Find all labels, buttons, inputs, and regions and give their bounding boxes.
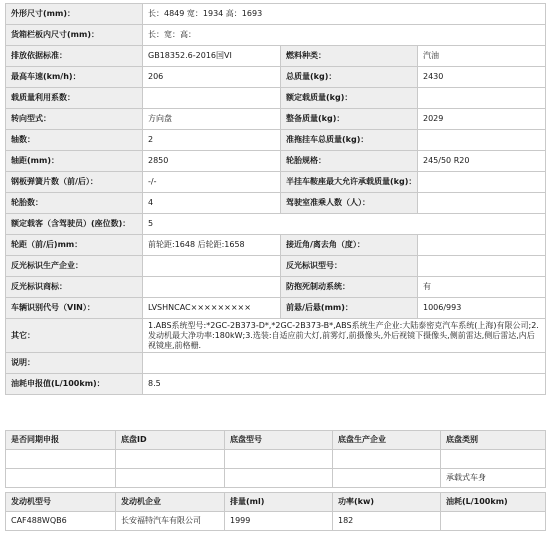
- spec-value: 2: [143, 130, 281, 151]
- engine-header-cell: 排量(ml): [225, 493, 333, 512]
- chassis-cell: [333, 469, 441, 488]
- chassis-table: [5, 430, 546, 488]
- spec-value: 长：4849 宽：1934 高：1693: [143, 4, 546, 25]
- chassis-header-cell: 底盘类别: [441, 431, 546, 450]
- spec-label: 载质量利用系数：: [6, 88, 143, 109]
- spec-value: 1.ABS系统型号:*2GC-2B373-D*,*2GC-2B373-B*,ABS系统生产企业:大陆泰密克汽车系统(上海)有限公司;2.发动机最大净功率:180kW;3.选装:自适应前大灯,前雾灯,前摄像头,外后视镜下摄像头,侧前雷达,侧后雷达,内后视镜座,前格栅.: [143, 319, 546, 353]
- spec-label: 轮胎规格：: [281, 151, 418, 172]
- spec-row: [6, 151, 546, 172]
- spec-row: [6, 109, 546, 130]
- engine-cell: 1999: [225, 512, 333, 531]
- spec-label: 货箱栏板内尺寸(mm)：: [6, 25, 143, 46]
- spec-row: [6, 319, 546, 353]
- spec-label: 轴距(mm)：: [6, 151, 143, 172]
- spec-value: 1006/993: [418, 298, 546, 319]
- spec-row: [6, 277, 546, 298]
- spec-value: 2430: [418, 67, 546, 88]
- spec-row: [6, 4, 546, 25]
- spec-row: [6, 214, 546, 235]
- spec-label: 接近角/离去角（度）：: [281, 235, 418, 256]
- spec-label: 额定载客（含驾驶员）(座位数)：: [6, 214, 143, 235]
- chassis-header-cell: 底盘型号: [225, 431, 333, 450]
- spec-row: [6, 374, 546, 395]
- spec-value: [418, 256, 546, 277]
- engine-row: [6, 512, 546, 531]
- spec-label: 半挂车鞍座最大允许承载质量(kg)：: [281, 172, 418, 193]
- spec-label: 转向型式：: [6, 109, 143, 130]
- spec-label: 总质量(kg)：: [281, 67, 418, 88]
- spec-label: 油耗申报值(L/100km)：: [6, 374, 143, 395]
- engine-cell: 长安福特汽车有限公司: [116, 512, 225, 531]
- spec-row: [6, 46, 546, 67]
- spec-row: [6, 235, 546, 256]
- chassis-cell: [116, 450, 225, 469]
- spec-value: [418, 130, 546, 151]
- spec-label: 轮胎数：: [6, 193, 143, 214]
- chassis-cell: [441, 450, 546, 469]
- spec-label: 排放依据标准：: [6, 46, 143, 67]
- spec-label: 轴数：: [6, 130, 143, 151]
- engine-table: [5, 492, 546, 531]
- spec-label: 钢板弹簧片数（前/后）：: [6, 172, 143, 193]
- spec-label: 驾驶室准乘人数（人）：: [281, 193, 418, 214]
- engine-cell: 182: [333, 512, 441, 531]
- engine-section: [5, 492, 545, 531]
- spec-value: [418, 172, 546, 193]
- chassis-cell: [116, 469, 225, 488]
- spec-value: 汽油: [418, 46, 546, 67]
- spec-value: [418, 193, 546, 214]
- spec-value: [143, 353, 546, 374]
- chassis-header-row: [6, 431, 546, 450]
- spec-value: GB18352.6-2016国VI: [143, 46, 281, 67]
- engine-header-cell: 功率(kw): [333, 493, 441, 512]
- chassis-cell: [333, 450, 441, 469]
- spec-label: 外形尺寸(mm)：: [6, 4, 143, 25]
- chassis-header-cell: 底盘ID: [116, 431, 225, 450]
- spec-value: 5: [143, 214, 546, 235]
- chassis-cell: [225, 469, 333, 488]
- chassis-row: [6, 450, 546, 469]
- engine-header-cell: 发动机企业: [116, 493, 225, 512]
- spec-value: 2850: [143, 151, 281, 172]
- chassis-header-cell: 是否同期申报: [6, 431, 116, 450]
- chassis-cell: [6, 450, 116, 469]
- chassis-cell: [225, 450, 333, 469]
- spec-value: LVSHNCAC×××××××××: [143, 298, 281, 319]
- engine-header-row: [6, 493, 546, 512]
- spec-label: 燃料种类：: [281, 46, 418, 67]
- spec-row: [6, 172, 546, 193]
- engine-header-cell: 油耗(L/100km): [441, 493, 546, 512]
- spec-value: -/-: [143, 172, 281, 193]
- spec-value: [418, 88, 546, 109]
- spec-row: [6, 298, 546, 319]
- spec-value: [143, 256, 281, 277]
- spec-value: 前轮距:1648 后轮距:1658: [143, 235, 281, 256]
- spec-row: [6, 353, 546, 374]
- chassis-header-cell: 底盘生产企业: [333, 431, 441, 450]
- spec-value: 8.5: [143, 374, 546, 395]
- spec-label: 反光标识型号：: [281, 256, 418, 277]
- spec-value: [418, 235, 546, 256]
- spec-value: 245/50 R20: [418, 151, 546, 172]
- spec-label: 反光标识生产企业：: [6, 256, 143, 277]
- chassis-cell: 承载式车身: [441, 469, 546, 488]
- spec-label: 轮距（前/后)mm：: [6, 235, 143, 256]
- engine-cell: CAF488WQB6: [6, 512, 116, 531]
- spec-label: 其它：: [6, 319, 143, 353]
- spec-value: [143, 277, 281, 298]
- spec-value: 长：宽：高：: [143, 25, 546, 46]
- spec-row: [6, 88, 546, 109]
- spec-value: 4: [143, 193, 281, 214]
- chassis-section: [5, 430, 545, 488]
- spec-value: 方向盘: [143, 109, 281, 130]
- vehicle-spec-sheet: [5, 3, 545, 395]
- spec-row: [6, 67, 546, 88]
- spec-label: 额定载质量(kg)：: [281, 88, 418, 109]
- spec-label: 准拖挂车总质量(kg)：: [281, 130, 418, 151]
- spec-value: 206: [143, 67, 281, 88]
- spec-row: [6, 25, 546, 46]
- spec-value: 有: [418, 277, 546, 298]
- spec-label: 最高车速(km/h)：: [6, 67, 143, 88]
- engine-cell: [441, 512, 546, 531]
- chassis-row: [6, 469, 546, 488]
- spec-row: [6, 130, 546, 151]
- chassis-cell: [6, 469, 116, 488]
- spec-label: 前悬/后悬(mm)：: [281, 298, 418, 319]
- spec-label: 车辆识别代号（VIN）：: [6, 298, 143, 319]
- engine-header-cell: 发动机型号: [6, 493, 116, 512]
- spec-label: 说明：: [6, 353, 143, 374]
- spec-value: [143, 88, 281, 109]
- spec-label: 防抱死制动系统：: [281, 277, 418, 298]
- spec-row: [6, 256, 546, 277]
- spec-label: 反光标识商标：: [6, 277, 143, 298]
- spec-row: [6, 193, 546, 214]
- spec-table: [5, 3, 546, 395]
- spec-value: 2029: [418, 109, 546, 130]
- spec-label: 整备质量(kg)：: [281, 109, 418, 130]
